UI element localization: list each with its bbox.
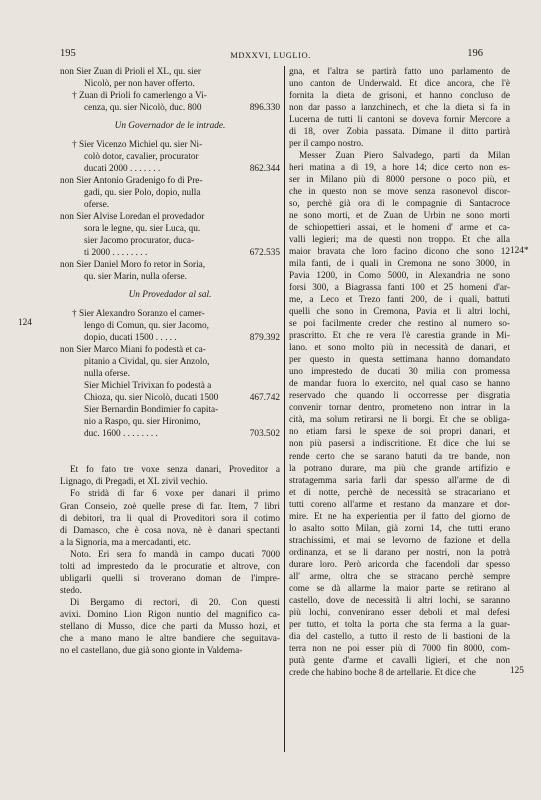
entry-line bbox=[60, 416, 280, 428]
entry-line bbox=[60, 356, 280, 368]
entry-line bbox=[60, 102, 280, 114]
entry-line bbox=[60, 151, 280, 163]
margin-number-right: 124* bbox=[510, 246, 529, 256]
text-line: strachissimi, et mai se levorno de fazione et della bbox=[289, 535, 510, 546]
text-line: ser in Milano più di 8000 persone o poco più, et bbox=[289, 175, 510, 186]
entry-line bbox=[60, 247, 280, 259]
text-line: convenir tornar dentro, prometeno non intrar in la bbox=[289, 403, 510, 414]
entry-line bbox=[60, 78, 280, 90]
entry-line bbox=[60, 211, 280, 223]
vote-amount: 672.535 bbox=[249, 248, 280, 259]
entry-text: non Sier Daniel Moro fo retor in Soria, bbox=[60, 260, 206, 271]
text-line: de mandar fuora lo exercito, nel qual caso se hanno bbox=[289, 379, 510, 390]
page-number-right: 196 bbox=[467, 48, 483, 59]
text-line: maior bravata che loro facino dicono che sono 12 bbox=[289, 247, 510, 258]
vote-amount: 896.330 bbox=[249, 103, 280, 114]
text-line: Gran Conseio, zoè quelle prese di far. Item, 7 libri bbox=[60, 501, 280, 512]
entry-line bbox=[60, 139, 280, 151]
text-line: fornita la dieta de grisoni, et hanno concluso de bbox=[289, 91, 510, 102]
text-line: forsi 300, a Biagrassa fanti 100 et 25 homeni d'ar- bbox=[289, 283, 510, 294]
entry-text: non Sier Zuan di Prioli el XL, qu. sier bbox=[60, 67, 201, 77]
text-line: di 18, over Zobia passata. Dimane il ditto partirà bbox=[289, 127, 510, 138]
entry-text: Sier Bernardin Bondimier fo capita- bbox=[84, 405, 219, 416]
text-line: la potrano durare, ma più che grande artifizio e bbox=[289, 463, 510, 474]
paragraph bbox=[60, 549, 280, 597]
text-line: lo asalto sotto Milan, già zorni 14, che tutti erano bbox=[289, 523, 510, 534]
entry-line bbox=[60, 235, 280, 247]
text-line: Lignago, di Pregadi, et XL zivil vechio. bbox=[60, 477, 208, 488]
paragraph bbox=[60, 488, 280, 548]
entry-line bbox=[60, 223, 280, 235]
text-line: castello, dove de necessità li altri lochi, se saranno bbox=[289, 595, 510, 606]
entry-line bbox=[60, 308, 280, 320]
vote-amount: 467.742 bbox=[249, 393, 280, 404]
entry-text: non Sier Antonio Gradenigo fo di Pre- bbox=[60, 176, 203, 187]
text-line: a la Signoria, ma a mercadanti, etc. bbox=[60, 537, 191, 548]
text-line: per il campo nostro. bbox=[289, 139, 364, 150]
text-line: per tutto, et tolta la porta che sta ferma a la guar- bbox=[289, 619, 510, 630]
left-column bbox=[60, 66, 280, 657]
running-title: MDXXVI, LUGLIO. bbox=[230, 50, 311, 60]
entry-line bbox=[60, 392, 280, 404]
text-line: Noto. Eri sera fo mandà in campo ducati 7000 bbox=[70, 549, 280, 560]
entry-line bbox=[60, 199, 280, 211]
entry-line bbox=[60, 368, 280, 380]
entry-line bbox=[60, 332, 280, 344]
text-line: stratagemma saria farli dar spesso all'arme de dì bbox=[289, 475, 510, 486]
text-line: tutti coreno all'arme et restano da manzare et dor- bbox=[289, 499, 510, 510]
text-line: per questo in questa settimana hanno domandato bbox=[289, 355, 510, 366]
section-heading: Un Governador de le intrade. bbox=[114, 121, 226, 132]
election-block bbox=[60, 308, 280, 440]
text-line: gna, et l'altra se partirà fatto uno parlamento de bbox=[289, 67, 510, 77]
entry-text: duc. 1600 . . . . . . . . bbox=[84, 429, 158, 440]
section-heading: Un Provedador al sal. bbox=[128, 290, 212, 301]
paragraph bbox=[60, 597, 280, 657]
text-line: putà gente d'arme et cavalli ligieri, et che non bbox=[289, 655, 510, 666]
text-line: Fo stridà di far 6 voxe per danari il primo bbox=[70, 489, 280, 500]
entry-line bbox=[60, 90, 280, 102]
text-line: più lochi, convenirano esser deboli et mal defesi bbox=[289, 607, 510, 618]
entry-text: lengo di Comun, qu. sier Jacomo, bbox=[84, 321, 209, 332]
text-line: che a mano mano le altre bandiere che seguitava- bbox=[60, 633, 280, 644]
entry-line bbox=[60, 175, 280, 187]
text-line: all' arme, oltra che se stracano perchè sempre bbox=[289, 571, 510, 582]
text-line: durare loro. Però aricorda che facendoli dar spesso bbox=[289, 559, 510, 570]
entry-line bbox=[60, 428, 280, 440]
text-line: stedo. bbox=[60, 585, 82, 596]
text-line: me, a Leco et Trezo fanti 200, de i quali, battuti bbox=[289, 295, 510, 306]
vote-amount: 703.502 bbox=[249, 429, 280, 440]
election-block bbox=[60, 66, 280, 114]
entry-text: ducati 2000 . . . . . . . bbox=[84, 164, 161, 175]
entry-text: Sier Michiel Trivixan fo podestà a bbox=[84, 381, 212, 392]
entry-text: Nicolò, per non haver offerto. bbox=[84, 79, 195, 90]
entry-line bbox=[60, 66, 280, 78]
entry-text: cenza, qu. sier Nicolò, duc. 800 bbox=[84, 103, 202, 114]
entry-line bbox=[60, 259, 280, 271]
entry-line bbox=[60, 187, 280, 199]
text-line: mire. Et ne ha experientia per il fatto del giorno de bbox=[289, 511, 510, 522]
entry-text: dopio, ducati 1500 . . . . . bbox=[84, 333, 177, 344]
text-line: so, perchè già ora di le compagnie di Santacroce bbox=[289, 199, 510, 210]
entry-text: Chioza, qu. sier Nicolò, ducati 1500 bbox=[84, 393, 219, 404]
margin-number-left: 124 bbox=[18, 318, 32, 328]
text-line: Lucerna de tutti li cantoni se doveva fornir Mercore a bbox=[289, 115, 510, 126]
text-line: crede che habino boche 8 de artellarie. Et dice che bbox=[289, 667, 476, 678]
entry-text: † Zuan di Prioli fo camerlengo a Vi- bbox=[72, 91, 207, 102]
entry-text: sier Jacomo procurator, duca- bbox=[84, 236, 195, 247]
text-line: che in questo non se move senza rasonevol discor- bbox=[289, 187, 510, 198]
text-line: et di notte, perchè de necessità se stracariano et bbox=[289, 487, 510, 498]
text-line: ordinanza, et se li darano per nostri, non la potrà bbox=[289, 547, 510, 558]
paragraph bbox=[289, 150, 510, 679]
entry-text: sora le legne, qu. sier Luca, qu. bbox=[84, 224, 201, 235]
text-line: avixi. Domino Lion Rigon nuntio del magnifico ca- bbox=[60, 609, 280, 620]
entry-line bbox=[60, 404, 280, 416]
text-line: de schiopettieri assai, et le homeni d' arme et ca- bbox=[289, 223, 510, 234]
entry-text: † Sier Vicenzo Michiel qu. sier Ni- bbox=[72, 140, 203, 151]
paragraph bbox=[60, 464, 280, 488]
text-line: non più pasersi a indiscritione. Et dice che lui se bbox=[289, 439, 510, 450]
text-line: Di Bergamo di rectori, dì 20. Con questi bbox=[70, 597, 280, 608]
entry-text: non Sier Marco Miani fo podestà et ca- bbox=[60, 345, 206, 356]
text-line: no el castellano, due già sono gionte in Valdema- bbox=[60, 645, 243, 656]
text-line: lano. et sono molto più in necessità de danari, et bbox=[289, 343, 510, 354]
text-line: quelli che sono in Cremona, Pavia et li altri lochi, bbox=[289, 307, 510, 318]
vote-amount: 862.344 bbox=[249, 164, 280, 175]
text-line: tolti ad imprestedo da le procuratie et altrove, con bbox=[60, 561, 280, 572]
text-line: dia del castello, a tutto il resto de li bastioni de la bbox=[289, 631, 510, 642]
entry-text: nulla oferse. bbox=[84, 369, 130, 380]
text-line: uno imprestedo de ducati 30 milia con promessa bbox=[289, 367, 510, 378]
text-line: come se dà allarme la maior parte se retirano al bbox=[289, 583, 510, 594]
text-line: cità, ma solum retirarsi ne li borgi. Et che se obliga- bbox=[289, 415, 510, 426]
text-line: reservado che quando li occorresse per disgratia bbox=[289, 391, 510, 402]
text-line: Et fo fato tre voxe senza danari, Proveditor a bbox=[70, 465, 280, 476]
entry-text: non Sier Alvise Loredan el provedador bbox=[60, 212, 205, 223]
text-line: stellano di Musso, dice che parti da Musso hozi, et bbox=[60, 621, 280, 632]
text-line: prascritto. Et che re vera l'è carestia grande in Mi- bbox=[289, 331, 510, 342]
entry-text: † Sier Alexandro Soranzo el camer- bbox=[72, 309, 205, 320]
text-line: ubligarli quelli si troverano doman de l'impre- bbox=[60, 573, 280, 584]
text-line: Pavia 1200, in Como 5000, in Alexandria ne sono bbox=[289, 271, 510, 282]
text-line: valli legieri; ma de questi non troppo. Et che alla bbox=[289, 235, 510, 246]
text-line: no etiam farsi le spexe de soi propri danari, et bbox=[289, 427, 510, 438]
text-line: se poi facilmente creder che restino al numero so- bbox=[289, 319, 510, 330]
entry-line bbox=[60, 380, 280, 392]
entry-line bbox=[60, 320, 280, 332]
text-line: di Damasco, che è cosa nova, nè è danari spectanti bbox=[60, 525, 280, 536]
entry-line bbox=[60, 344, 280, 356]
entry-text: ti 2000 . . . . . . . . bbox=[84, 248, 148, 259]
entry-line bbox=[60, 163, 280, 175]
right-column bbox=[289, 66, 510, 679]
text-line: di debitori, tra li qual di Proveditori sora il cotimo bbox=[60, 513, 280, 524]
entry-text: nio a Raspo, qu. sier Hironimo, bbox=[84, 417, 201, 428]
page-number-left: 195 bbox=[60, 48, 76, 59]
text-line: mila fanti, de i quali in Cremona ne sono 3000, in bbox=[289, 259, 510, 270]
margin-number-right: 125 bbox=[510, 666, 524, 676]
entry-text: colò dotor, cavalier, procurator bbox=[84, 152, 199, 163]
column-divider bbox=[284, 66, 285, 752]
text-line: terra non ne poi esser più di 7000 fin 8000, com- bbox=[289, 643, 510, 654]
entry-text: qu. sier Marin, nulla oferse. bbox=[84, 272, 188, 283]
text-line: Messer Zuan Piero Salvadego, parti da Milan bbox=[299, 151, 510, 162]
text-line: ne sono morti, et de Zuan de Urbin ne sono morti bbox=[289, 211, 510, 222]
vote-amount: 879.392 bbox=[249, 333, 280, 344]
text-line: uno canton de Underwald. Et dice ancora, che l'è bbox=[289, 79, 510, 90]
entry-line bbox=[60, 271, 280, 283]
text-line: heri matina a dì 19, a hore 14; dice certo non es- bbox=[289, 163, 510, 174]
entry-text: oferse. bbox=[84, 200, 110, 211]
election-block bbox=[60, 139, 280, 283]
entry-text: gadi, qu. sier Polo, dopio, nulla bbox=[84, 188, 201, 199]
entry-text: pitanio a Cividal, qu. sier Anzolo, bbox=[84, 357, 210, 368]
text-line: rende certo che se sarano batuti da tre bande, non bbox=[289, 451, 510, 462]
paragraph bbox=[289, 66, 510, 150]
text-line: non dar passo a lanzchinech, et che la dieta si fa in bbox=[289, 103, 510, 114]
